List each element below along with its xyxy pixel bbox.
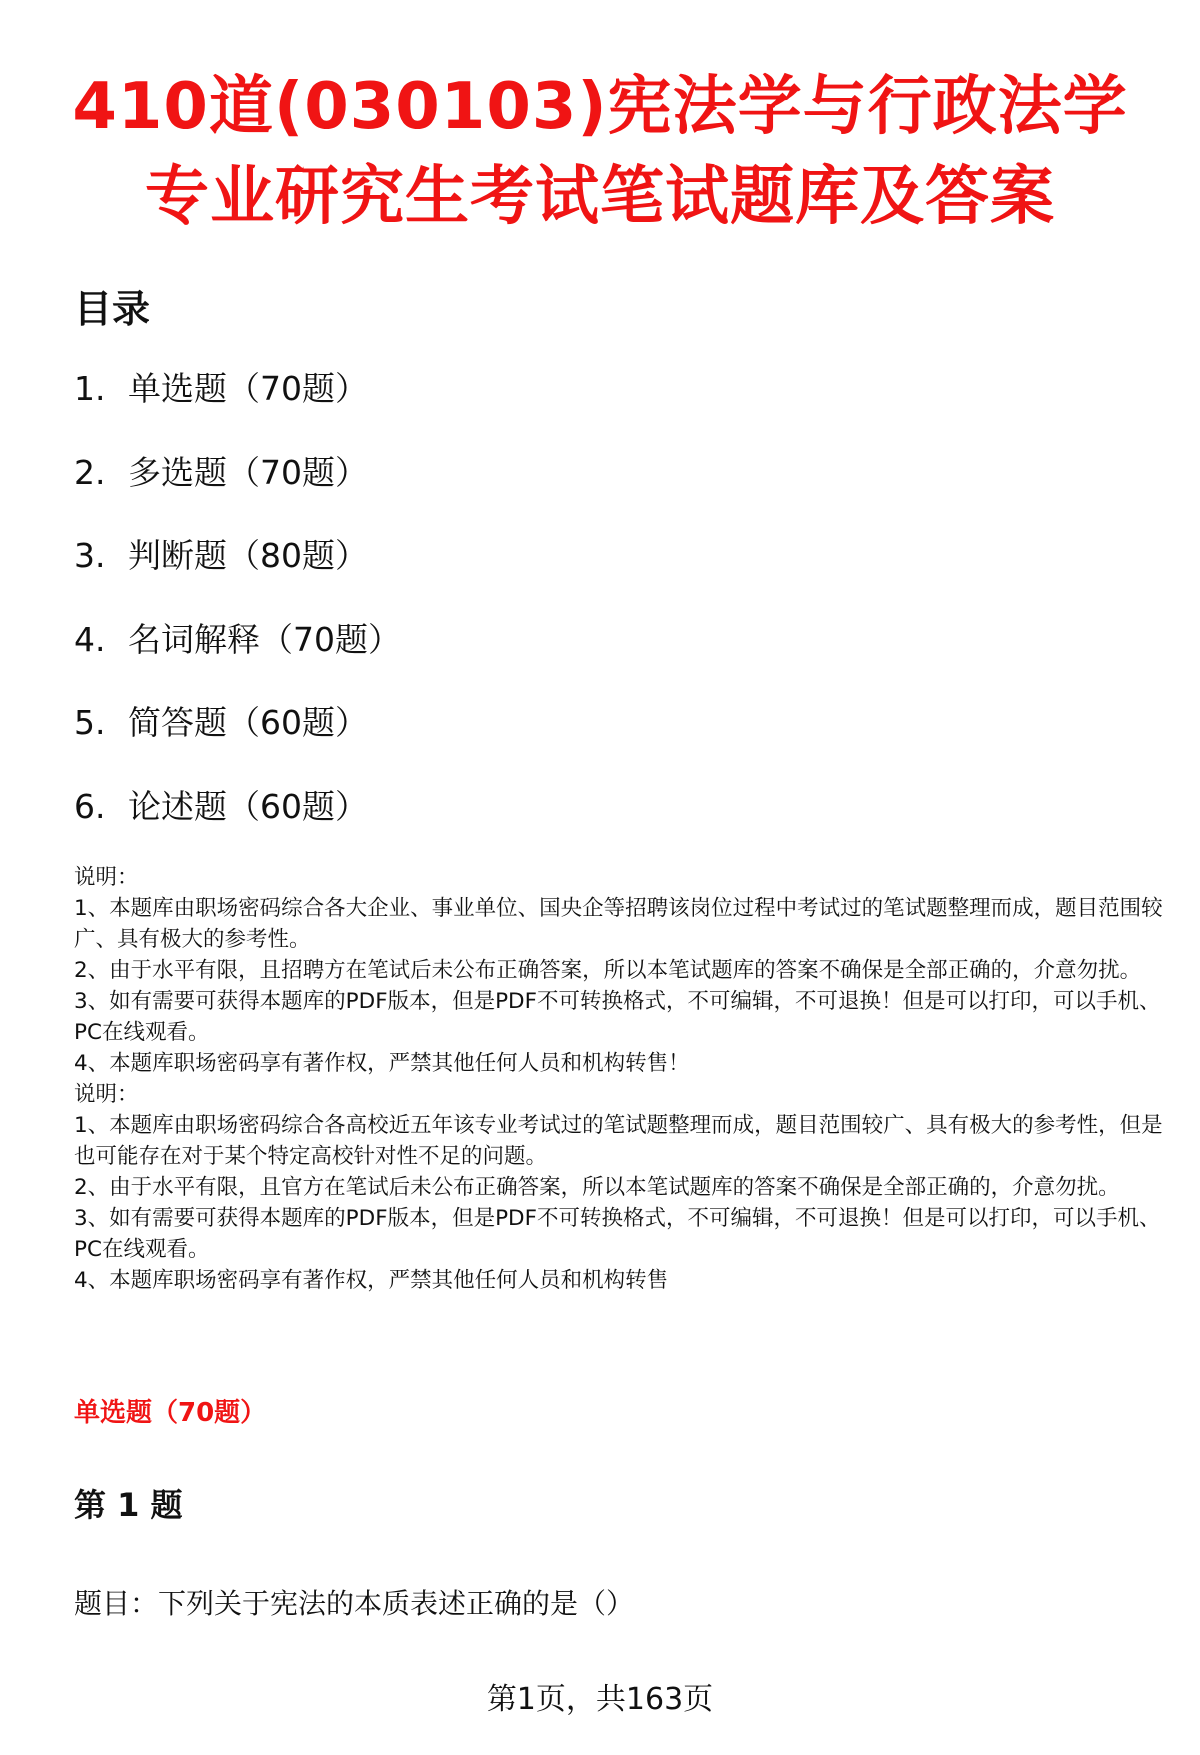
note-line: 1、本题库由职场密码综合各高校近五年该专业考试过的笔试题整理而成，题目范围较广、具有极大的参考性，但是也可能存在对于某个特定高校针对性不足的问题。 xyxy=(74,1113,1163,1169)
note-line: 3、如有需要可获得本题库的PDF版本，但是PDF不可转换格式，不可编辑，不可退换！但是可以打印，可以手机、PC在线观看。 xyxy=(74,989,1161,1045)
section-heading: 单选题（70题） xyxy=(74,1398,267,1428)
toc-item[interactable] xyxy=(74,615,401,699)
toc-item-number: 4. xyxy=(74,619,106,659)
note-line: 2、由于水平有限，且官方在笔试后未公布正确答案，所以本笔试题库的答案不确保是全部正确的，介意勿扰。 xyxy=(74,1175,1120,1200)
toc-item-number: 3. xyxy=(74,536,106,575)
toc-heading: 目录 xyxy=(74,287,151,331)
note-line: 2、由于水平有限，且招聘方在笔试后未公布正确答案，所以本笔试题库的答案不确保是全部正确的，介意勿扰。 xyxy=(74,958,1142,983)
toc-item-label: 简答题（60题） xyxy=(128,703,368,742)
page-footer: 第1页，共163页 xyxy=(486,1682,714,1717)
note-line: 1、本题库由职场密码综合各大企业、事业单位、国央企等招聘该岗位过程中考试过的笔试题整理而成，题目范围较广、具有极大的参考性。 xyxy=(74,896,1163,952)
note-line: 说明： xyxy=(74,865,139,890)
toc-item[interactable] xyxy=(74,448,401,532)
question-heading: 第 1 题 xyxy=(74,1486,183,1524)
toc-item[interactable] xyxy=(74,698,401,782)
note-line: 4、本题库职场密码享有著作权，严禁其他任何人员和机构转售！ xyxy=(74,1051,690,1076)
toc-item[interactable] xyxy=(74,364,401,448)
toc-item-label: 判断题（80题） xyxy=(128,536,368,575)
toc-item-number: 2. xyxy=(74,452,106,492)
toc-item[interactable] xyxy=(74,782,401,866)
question-text: 题目：下列关于宪法的本质表述正确的是（） xyxy=(74,1587,635,1620)
notes xyxy=(74,862,1164,1296)
toc-item[interactable] xyxy=(74,531,401,615)
note-line: 4、本题库职场密码享有著作权，严禁其他任何人员和机构转售 xyxy=(74,1268,669,1293)
toc-item-number: 5. xyxy=(74,703,106,742)
toc-item-number: 6. xyxy=(74,786,106,826)
title-line-1: 410道(030103)宪法学与行政法学 xyxy=(72,70,1128,144)
toc-item-label: 名词解释（70题） xyxy=(128,619,401,659)
title-line-2: 专业研究生考试笔试题库及答案 xyxy=(145,160,1055,234)
document-title xyxy=(0,62,1200,242)
note-line: 3、如有需要可获得本题库的PDF版本，但是PDF不可转换格式，不可编辑，不可退换！但是可以打印，可以手机、PC在线观看。 xyxy=(74,1206,1161,1262)
toc-item-label: 论述题（60题） xyxy=(128,786,368,826)
toc-list xyxy=(74,364,401,865)
toc-item-label: 单选题（70题） xyxy=(128,369,368,408)
toc-item-number: 1. xyxy=(74,369,106,408)
toc-item-label: 多选题（70题） xyxy=(128,452,368,492)
note-line: 说明： xyxy=(74,1082,139,1107)
